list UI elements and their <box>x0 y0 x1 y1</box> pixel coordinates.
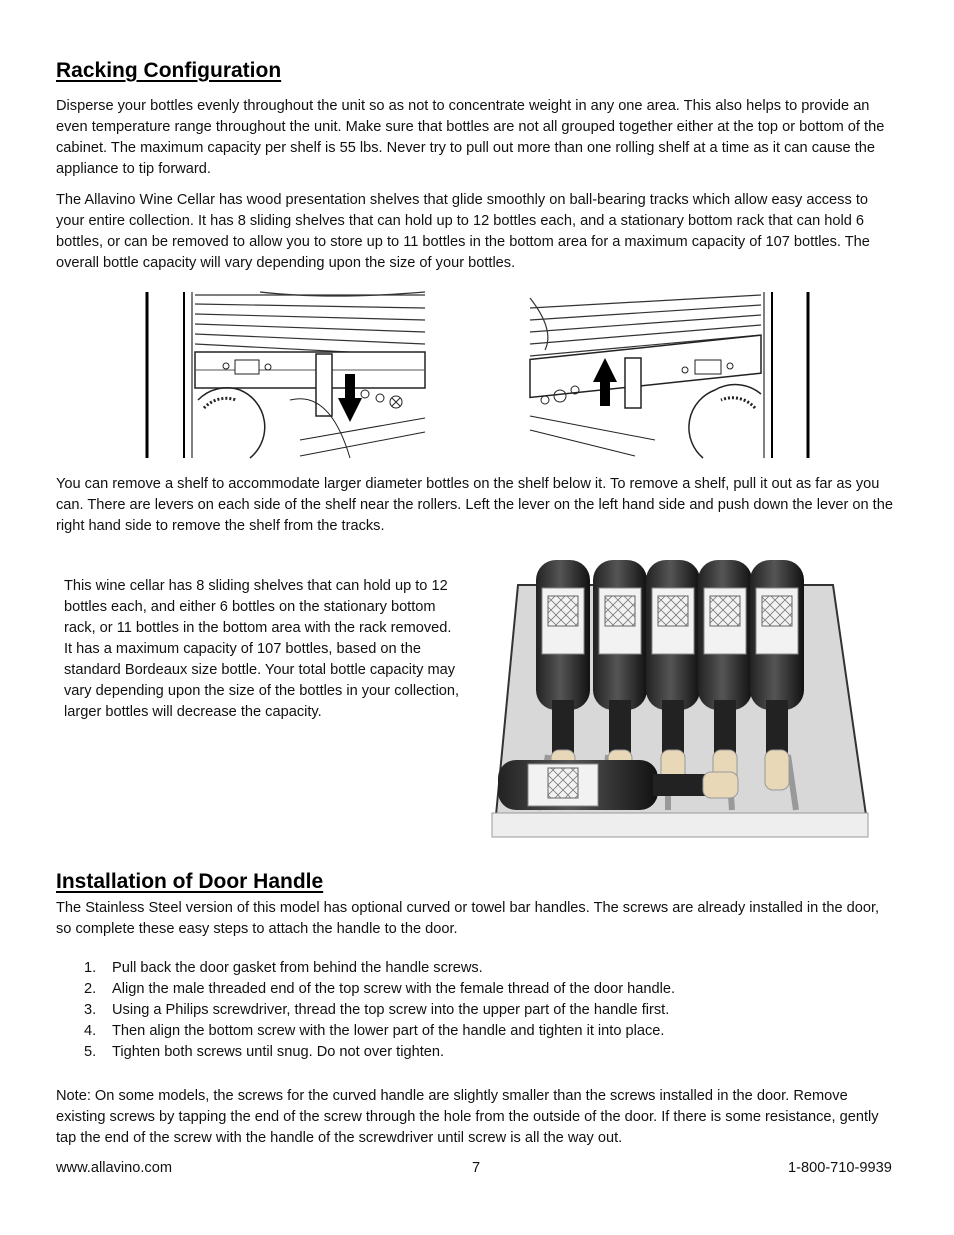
step-number: 1. <box>84 960 97 976</box>
list-item <box>56 958 896 979</box>
racking-paragraph-2: The Allavino Wine Cellar has wood presentation shelves that glide smoothly on ball-bearing tracks which allow easy access to your entire collection. It has 8 sliding shelves that can hold up to 12 bottles each, and a stationary bottom rack that can hold 6 bottles, or can be removed to allow you to store up to 11 bottles in the bottom area for a maximum capacity of 107 bottles. The overall bottle capacity will vary depending upon the size of your bottles. <box>56 192 870 271</box>
footer-phone: 1-800-710-9939 <box>788 1160 892 1176</box>
step-number: 5. <box>84 1044 97 1060</box>
list-item <box>56 1042 896 1063</box>
footer-page-number: 7 <box>472 1160 481 1176</box>
list-item <box>56 979 896 1000</box>
capacity-side-text: This wine cellar has 8 sliding shelves that can hold up to 12 bottles each, and either 6 bottles on the stationary bottom rack, or 11 bottles in the bottom area with the rack removed. It has a maximum capacity of 107 bottles, based on the standard Bordeaux size bottle. Your total bottle capacity may vary depending upon the size of the bottles in your collection, larger bottles will decrease the capacity. <box>64 578 460 720</box>
door-handle-heading: Installation of Door Handle <box>56 870 324 893</box>
racking-heading: Racking Configuration <box>56 59 282 82</box>
step-number: 3. <box>84 1002 97 1018</box>
racking-paragraph-1: Disperse your bottles evenly throughout the unit so as not to concentrate weight in any one area. This also helps to provide an even temperature range throughout the unit. Make sure that bottles are not all grouped together either at the top or bottom of the cabinet. The maximum capacity per shelf is 55 lbs. Never try to pull out more than one rolling shelf at a time as it can cause the appliance to tip forward. <box>56 98 885 177</box>
step-number: 4. <box>84 1023 97 1039</box>
footer-website: www.allavino.com <box>56 1160 172 1176</box>
step-text: Pull back the door gasket from behind the handle screws. <box>112 960 483 976</box>
step-text: Then align the bottom screw with the lower part of the handle and tighten it into place. <box>112 1023 665 1039</box>
shelf-lever-left-illustration <box>140 290 440 460</box>
shelf-lever-right-illustration <box>525 290 815 460</box>
step-text: Tighten both screws until snug. Do not over tighten. <box>112 1044 445 1060</box>
list-item <box>56 1021 896 1042</box>
step-text: Align the male threaded end of the top screw with the female thread of the door handle. <box>112 981 676 997</box>
door-handle-intro: The Stainless Steel version of this model has optional curved or towel bar handles. The screws are already installed in the door, so complete these easy steps to attach the handle to the door. <box>56 900 880 937</box>
step-text: Using a Philips screwdriver, thread the top screw into the upper part of the handle first. <box>112 1002 670 1018</box>
screw-note: Note: On some models, the screws for the curved handle are slightly smaller than the screws installed in the door. Remove existing screws by tapping the end of the screw through the hole from the outside of the door. If there is some resistance, gently tap the end of the screw with the handle of the screwdriver until screw is all the way out. <box>56 1088 879 1146</box>
list-item <box>56 1000 896 1021</box>
step-number: 2. <box>84 981 97 997</box>
installation-steps <box>56 958 896 1063</box>
wine-shelf-photo <box>488 555 872 845</box>
racking-paragraph-3: You can remove a shelf to accommodate larger diameter bottles on the shelf below it. To remove a shelf, pull it out as far as you can. There are levers on each side of the shelf near the rollers. Left the lever on the left hand side and push down the lever on the right hand side to remove the shelf from the tracks. <box>56 476 893 534</box>
